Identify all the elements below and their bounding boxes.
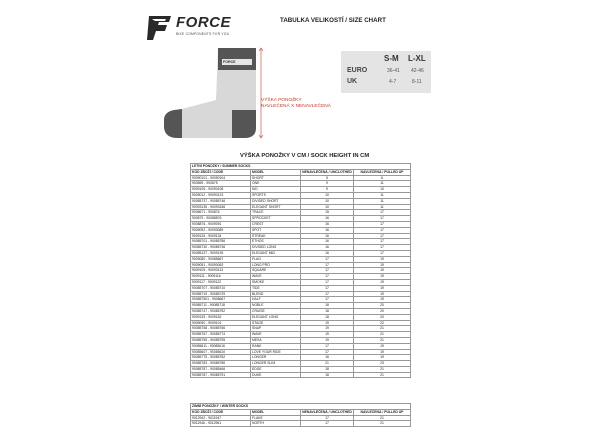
code-cell: 9011946 - 9012961: [191, 421, 251, 427]
column-header: NENAVLEČENÁ / UNCLOTHED: [302, 409, 352, 414]
summer-socks-table: [190, 163, 411, 378]
pulled-up-cell: 19: [354, 355, 411, 361]
pulled-up-cell: 17: [354, 227, 411, 233]
pulled-up-cell: 22: [354, 320, 411, 326]
pulled-up-cell: 11: [354, 198, 411, 204]
pulled-up-cell: 19: [354, 268, 411, 274]
code-cell: 9009080 - 90085667: [191, 256, 251, 262]
pulled-up-cell: 19: [354, 297, 411, 303]
code-cell: 90085607 - 90085610: [191, 349, 251, 355]
code-cell: 90085707 - 90085710: [191, 285, 251, 291]
unclothed-cell: 17: [301, 256, 354, 262]
model-cell: LONGER: [251, 355, 301, 361]
winter-socks-table: [190, 403, 411, 427]
code-cell: 90085775 - 90085782: [191, 355, 251, 361]
unclothed-cell: 17: [301, 291, 354, 297]
size-row-label: UK: [347, 78, 358, 85]
code-cell: 9012942 - 9011947: [191, 415, 251, 421]
brand-name: FORCE: [176, 14, 231, 31]
unclothed-cell: 17: [301, 415, 354, 421]
unclothed-cell: 15: [301, 210, 354, 216]
model-cell: SMOKE: [251, 279, 301, 285]
unclothed-cell: 17: [301, 268, 354, 274]
table-row: [191, 421, 411, 427]
unclothed-cell: 18: [301, 308, 354, 314]
pulled-up-cell: 19: [354, 343, 411, 349]
unclothed-cell: 19: [301, 326, 354, 332]
unclothed-cell: 18: [301, 372, 354, 378]
pulled-up-cell: 20: [354, 303, 411, 309]
model-cell: RANK: [251, 343, 301, 349]
column-header: KÓD ZBOŽÍ / CODE: [191, 169, 251, 175]
pulled-up-cell: 19: [354, 262, 411, 268]
code-cell: 9008876 - 9009091: [191, 221, 251, 227]
pulled-up-cell: 21: [354, 332, 411, 338]
pulled-up-cell: 20: [354, 308, 411, 314]
model-cell: SNAP: [251, 326, 301, 332]
brand-tagline: BIKE COMPONENTS FOR YOU: [176, 32, 230, 36]
unclothed-cell: 17: [301, 279, 354, 285]
code-cell: 90085787 - 90085791: [191, 372, 251, 378]
model-cell: EDGE: [251, 366, 301, 372]
unclothed-cell: 18: [301, 366, 354, 372]
pulled-up-cell: 19: [354, 256, 411, 262]
code-cell: 9009051 - 90090063: [191, 262, 251, 268]
page-title: TABULKA VELIKOSTÍ / SIZE CHART: [280, 17, 386, 24]
section-title: LETNÍ PONOŽKY / SUMMER SOCKS: [191, 164, 411, 170]
model-cell: STREAK: [251, 233, 301, 239]
pulled-up-cell: 21: [354, 326, 411, 332]
unclothed-cell: 16: [301, 227, 354, 233]
code-cell: 90093135 - 90093156: [191, 204, 251, 210]
code-cell: 90085783 - 90085786: [191, 361, 251, 367]
code-cell: 900857501 - 9008667: [191, 297, 251, 303]
unclothed-cell: 10: [301, 192, 354, 198]
pulled-up-cell: 17: [354, 221, 411, 227]
unclothed-cell: 16: [301, 239, 354, 245]
code-cell: 9009117 - 9009122: [191, 279, 251, 285]
column-header: MODEL: [251, 169, 301, 175]
pulled-up-cell: 17: [354, 233, 411, 239]
model-cell: SHORT: [251, 175, 301, 181]
unclothed-cell: 17: [301, 421, 354, 427]
pulled-up-cell: 17: [354, 250, 411, 256]
model-cell: MESA: [251, 337, 301, 343]
model-cell: BLEND: [251, 291, 301, 297]
pulled-up-cell: 21: [354, 337, 411, 343]
sock-brand: FORCE: [223, 60, 236, 64]
pulled-up-cell: 17: [354, 216, 411, 222]
code-cell: 90085701 - 90085786: [191, 239, 251, 245]
code-cell: 90085758 - 90085766: [191, 326, 251, 332]
code-cell: 900859 - 900875: [191, 181, 251, 187]
pulled-up-cell: 11: [354, 204, 411, 210]
column-header: NAVLEČENÁ / PULLED UP: [354, 169, 411, 175]
code-cell: 9009126 - 9009134: [191, 233, 251, 239]
pulled-up-cell: 11: [354, 192, 411, 198]
model-cell: DIVIDED SHORT: [251, 198, 301, 204]
code-cell: 9009139 - 9009162: [191, 314, 251, 320]
unclothed-cell: 5: [301, 175, 354, 181]
column-header: KÓD ZBOŽÍ / CODE: [191, 409, 251, 415]
model-cell: ELEGANT SHORT: [251, 204, 301, 210]
code-cell: 90085137 - 9009139: [191, 250, 251, 256]
code-cell: 900879 - 90088876: [191, 216, 251, 222]
model-cell: FLAG: [251, 256, 301, 262]
code-cell: 9009012 - 90090123: [191, 192, 251, 198]
size-value: 8-11: [412, 79, 422, 85]
unclothed-cell: 16: [301, 233, 354, 239]
unclothed-cell: 16: [301, 216, 354, 222]
size-chart: [341, 51, 431, 93]
pulled-up-cell: 21: [354, 421, 411, 427]
unclothed-cell: 21: [301, 361, 354, 367]
pulled-up-cell: 17: [354, 245, 411, 251]
code-cell: 90085730 - 90085736: [191, 245, 251, 251]
unclothed-cell: 18: [301, 314, 354, 320]
size-value: 42-46: [411, 68, 424, 74]
code-cell: 90085611 - 90085616: [191, 343, 251, 349]
code-cell: 90085737 - 90085746: [191, 198, 251, 204]
unclothed-cell: 19: [301, 337, 354, 343]
unclothed-cell: 17: [301, 274, 354, 280]
model-cell: HALF: [251, 297, 301, 303]
code-cell: 9009105 - 90093113: [191, 268, 251, 274]
model-cell: NOBLE: [251, 303, 301, 309]
model-cell: WAVE: [251, 332, 301, 338]
pulled-up-cell: 21: [354, 415, 411, 421]
sock-height-label: [261, 98, 331, 110]
model-cell: SQUARE: [251, 268, 301, 274]
model-cell: KID: [251, 187, 301, 193]
pulled-up-cell: 11: [354, 181, 411, 187]
pulled-up-cell: 20: [354, 314, 411, 320]
model-cell: TIDE: [251, 285, 301, 291]
model-cell: SPROCKET: [251, 216, 301, 222]
sock-label-line1: VÝŠKA PONOŽKY: [261, 98, 302, 103]
size-header: L-XL: [408, 54, 426, 63]
sock-label-line2: NAVLEČENÁ X NENAVLEČENÁ: [261, 104, 331, 109]
model-cell: WAVE: [251, 274, 301, 280]
table-row: [191, 372, 411, 378]
section-title: ZIMNÍ PONOŽKY / WINTER SOCKS: [191, 404, 411, 410]
unclothed-cell: 18: [301, 303, 354, 309]
model-cell: NORTH: [251, 421, 301, 427]
pulled-up-cell: 23: [354, 361, 411, 367]
code-cell: 9009092 - 90093089: [191, 227, 251, 233]
unclothed-cell: 19: [301, 320, 354, 326]
code-cell: 90085719 - 90085729: [191, 291, 251, 297]
pulled-up-cell: 19: [354, 285, 411, 291]
pulled-up-cell: 19: [354, 279, 411, 285]
size-header: S-M: [384, 54, 399, 63]
pulled-up-cell: 17: [354, 210, 411, 216]
pulled-up-cell: 6: [354, 175, 411, 181]
unclothed-cell: 16: [301, 250, 354, 256]
model-cell: LONGER SLIM: [251, 361, 301, 367]
column-header: NENAVLEČENÁ / UNCLOTHED: [302, 169, 352, 174]
unclothed-cell: 19: [301, 332, 354, 338]
code-cell: 9008671 - 900876: [191, 210, 251, 216]
model-cell: LOVE YOUR RIDE: [251, 349, 301, 355]
model-cell: ONE: [251, 181, 301, 187]
sock-illustration: [158, 40, 268, 140]
unclothed-cell: 16: [301, 245, 354, 251]
pulled-up-cell: 10: [354, 187, 411, 193]
size-value: 36-41: [387, 68, 400, 74]
code-cell: 90090101 - 90090104: [191, 175, 251, 181]
model-cell: DUKE: [251, 372, 301, 378]
code-cell: 9009105 - 90090108: [191, 187, 251, 193]
pulled-up-cell: 17: [354, 239, 411, 245]
model-cell: DIVIDED LONG: [251, 245, 301, 251]
unclothed-cell: 10: [301, 204, 354, 210]
code-cell: 90085755 - 90085795: [191, 337, 251, 343]
code-cell: 9009090 - 9009101: [191, 320, 251, 326]
pulled-up-cell: 19: [354, 274, 411, 280]
model-cell: SPOT: [251, 227, 301, 233]
code-cell: 90085767 - 90085774: [191, 332, 251, 338]
pulled-up-cell: 19: [354, 349, 411, 355]
unclothed-cell: 10: [301, 198, 354, 204]
pulled-up-cell: 19: [354, 291, 411, 297]
code-cell: 90085711 - 90085718: [191, 303, 251, 309]
model-cell: LONG PRO: [251, 262, 301, 268]
unclothed-cell: 9: [301, 181, 354, 187]
size-value: 4-7: [389, 79, 397, 85]
model-cell: STAGE: [251, 320, 301, 326]
model-cell: FLAKE: [251, 415, 301, 421]
pulled-up-cell: 21: [354, 366, 411, 372]
model-cell: CRUISE: [251, 308, 301, 314]
unclothed-cell: 16: [301, 355, 354, 361]
size-row-label: EURO: [347, 67, 368, 74]
column-header: NAVLEČENÁ / PULLED UP: [354, 409, 411, 415]
unclothed-cell: 17: [301, 297, 354, 303]
model-cell: TRACE: [251, 210, 301, 216]
code-cell: 90085747 - 90085752: [191, 308, 251, 314]
unclothed-cell: 16: [301, 221, 354, 227]
pulled-up-cell: 21: [354, 372, 411, 378]
code-cell: 90085787 - 90085466: [191, 366, 251, 372]
model-cell: SPORTS: [251, 192, 301, 198]
height-table-title: VÝŠKA PONOŽKY V CM / SOCK HEIGHT IN CM: [240, 153, 370, 159]
model-cell: ELEGANT MID: [251, 250, 301, 256]
unclothed-cell: 17: [301, 343, 354, 349]
unclothed-cell: 17: [301, 349, 354, 355]
model-cell: CREST: [251, 221, 301, 227]
code-cell: 9009111 - 9009116: [191, 274, 251, 280]
unclothed-cell: 17: [301, 262, 354, 268]
model-cell: ELEGANT LONG: [251, 314, 301, 320]
unclothed-cell: 9: [301, 187, 354, 193]
unclothed-cell: 17: [301, 285, 354, 291]
model-cell: ETHOS: [251, 239, 301, 245]
column-header: MODEL: [251, 409, 301, 415]
